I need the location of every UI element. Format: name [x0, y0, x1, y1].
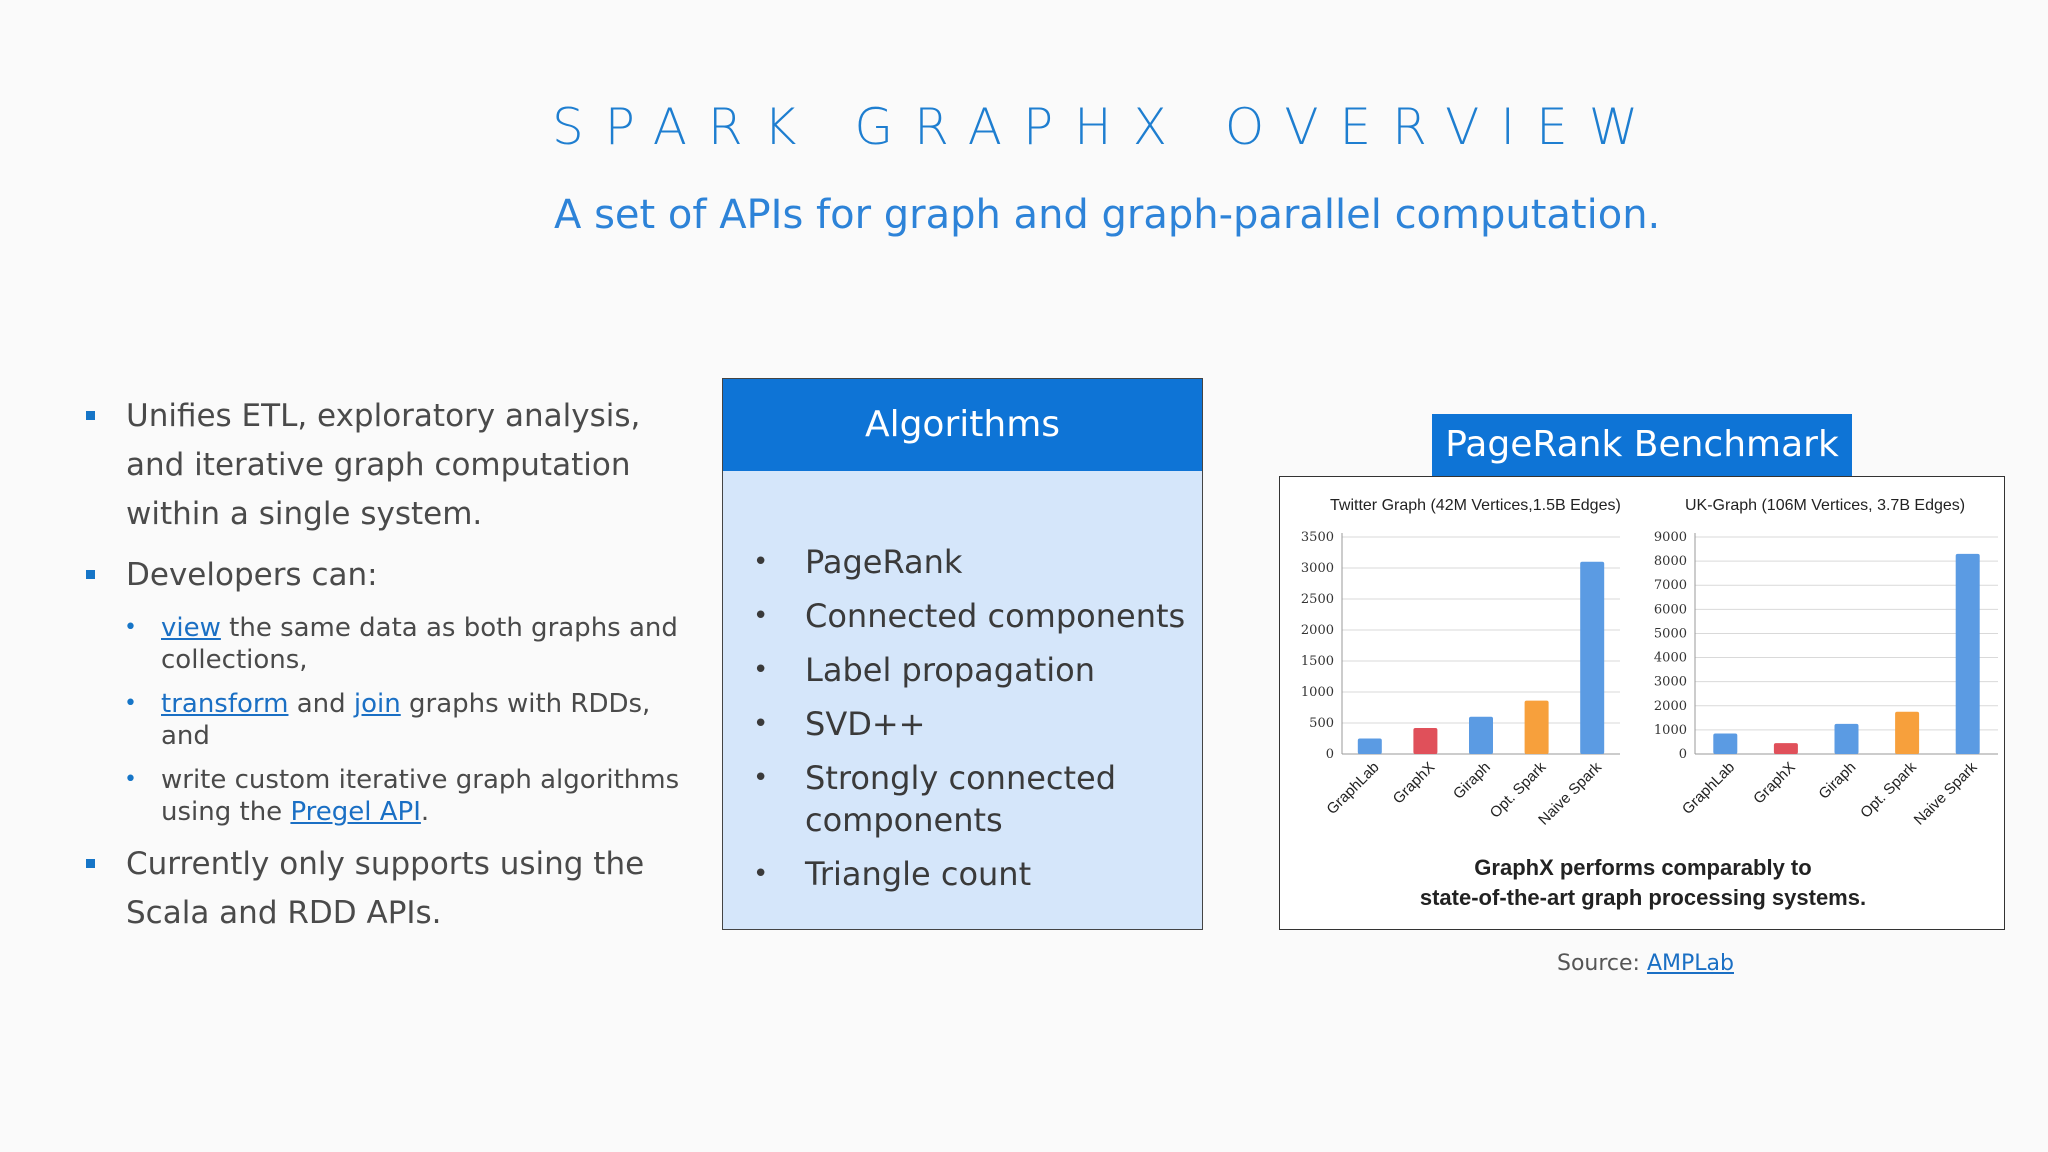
- benchmark-header: PageRank Benchmark: [1432, 414, 1852, 476]
- x-tick-label: GraphLab: [1678, 758, 1739, 819]
- y-tick-label: 6000: [1653, 602, 1687, 618]
- bar-naive-spark: [1580, 562, 1604, 754]
- y-tick-label: 500: [1309, 716, 1334, 731]
- x-tick-label: Naive Spark: [1535, 758, 1606, 829]
- dot-bullet-icon: •: [753, 547, 769, 577]
- x-tick-label: Opt. Spark: [1486, 758, 1550, 822]
- feature-list: [86, 392, 686, 950]
- algorithm-item: • PageRank: [753, 543, 963, 581]
- algorithm-item: • Connected components: [753, 597, 1186, 635]
- square-bullet-icon: [86, 570, 95, 579]
- y-tick-label: 4000: [1653, 650, 1687, 666]
- pregel-api-link[interactable]: Pregel API: [290, 797, 421, 827]
- algorithm-item: • Strongly connected components: [753, 759, 1117, 839]
- benchmark-caption-line1: GraphX performs comparably to: [1474, 855, 1812, 880]
- algorithms-list: [723, 471, 1202, 895]
- y-tick-label: 5000: [1653, 626, 1687, 642]
- sub-bullet-pregel: • write custom iterative graph algorithms using the Pregel API.: [124, 765, 680, 827]
- sub-bullet-transform: • transform and join graphs with RDDs, and: [124, 689, 651, 751]
- bar-graphx: [1413, 728, 1437, 754]
- x-tick-label: GraphLab: [1323, 758, 1383, 819]
- x-tick-label: Opt. Spark: [1857, 758, 1920, 822]
- sub-bullet-view: • view the same data as both graphs and collections,: [124, 613, 678, 675]
- y-tick-label: 8000: [1653, 554, 1687, 570]
- y-tick-label: 1500: [1300, 654, 1334, 669]
- slide-subtitle: A set of APIs for graph and graph-parallel computation.: [554, 192, 1661, 238]
- transform-link[interactable]: transform: [161, 689, 289, 719]
- square-bullet-icon: [86, 859, 95, 868]
- amplab-link[interactable]: AMPLab: [1646, 951, 1734, 976]
- bar-opt-spark: [1525, 701, 1549, 754]
- algorithms-panel: [722, 378, 1203, 930]
- dot-bullet-icon: •: [753, 859, 769, 889]
- y-tick-label: 1000: [1653, 722, 1687, 738]
- algorithms-header: Algorithms: [723, 379, 1202, 471]
- y-tick-label: 0: [1678, 747, 1687, 762]
- dot-bullet-icon: •: [124, 615, 137, 640]
- y-tick-label: 2000: [1300, 623, 1334, 638]
- chart-title: Twitter Graph (42M Vertices,1.5B Edges): [1330, 497, 1621, 514]
- y-tick-label: 3500: [1300, 530, 1334, 545]
- y-tick-label: 7000: [1653, 578, 1687, 594]
- algorithm-item: • SVD++: [753, 705, 926, 743]
- benchmark-charts: [1280, 477, 2005, 930]
- y-tick-label: 1000: [1300, 685, 1334, 700]
- bar-naive-spark: [1956, 554, 1980, 754]
- bar-giraph: [1835, 724, 1859, 754]
- algorithm-item: • Label propagation: [753, 651, 1095, 689]
- dot-bullet-icon: •: [124, 691, 137, 716]
- source-line: Source: AMPLab: [1557, 951, 1734, 976]
- chart-title: UK-Graph (106M Vertices, 3.7B Edges): [1685, 497, 1966, 514]
- slide-title: SPARK GRAPHX OVERVIEW: [552, 98, 1660, 156]
- join-link[interactable]: join: [353, 689, 401, 719]
- bullet-developers: Developers can:: [86, 551, 686, 600]
- dot-bullet-icon: •: [753, 709, 769, 739]
- bar-graphlab: [1358, 739, 1382, 755]
- bar-giraph: [1469, 717, 1493, 754]
- benchmark-figure: [1279, 476, 2005, 930]
- bar-graphlab: [1713, 734, 1737, 754]
- x-tick-label: GraphX: [1389, 758, 1439, 808]
- y-tick-label: 2500: [1300, 592, 1334, 607]
- y-tick-label: 0: [1325, 747, 1334, 762]
- dot-bullet-icon: •: [753, 763, 769, 793]
- bullet-scala: Currently only supports using the Scala and RDD APIs.: [86, 840, 686, 938]
- bar-graphx: [1774, 743, 1798, 754]
- benchmark-caption-line2: state-of-the-art graph processing systems.: [1419, 885, 1867, 910]
- view-link[interactable]: view: [161, 613, 221, 643]
- y-tick-label: 3000: [1653, 674, 1687, 690]
- bullet-unifies: Unifies ETL, exploratory analysis, and iterative graph computation within a single system.: [86, 392, 686, 539]
- x-tick-label: Naive Spark: [1910, 758, 1981, 829]
- square-bullet-icon: [86, 411, 95, 420]
- x-tick-label: Giraph: [1815, 758, 1860, 803]
- x-tick-label: GraphX: [1750, 758, 1799, 808]
- x-tick-label: Giraph: [1449, 758, 1494, 803]
- developers-sublist: [86, 612, 686, 828]
- dot-bullet-icon: •: [124, 767, 137, 792]
- y-tick-label: 2000: [1653, 698, 1687, 714]
- dot-bullet-icon: •: [753, 601, 769, 631]
- bar-opt-spark: [1895, 712, 1919, 754]
- algorithm-item: • Triangle count: [753, 855, 1032, 893]
- y-tick-label: 9000: [1653, 530, 1687, 545]
- dot-bullet-icon: •: [753, 655, 769, 685]
- y-tick-label: 3000: [1300, 561, 1334, 576]
